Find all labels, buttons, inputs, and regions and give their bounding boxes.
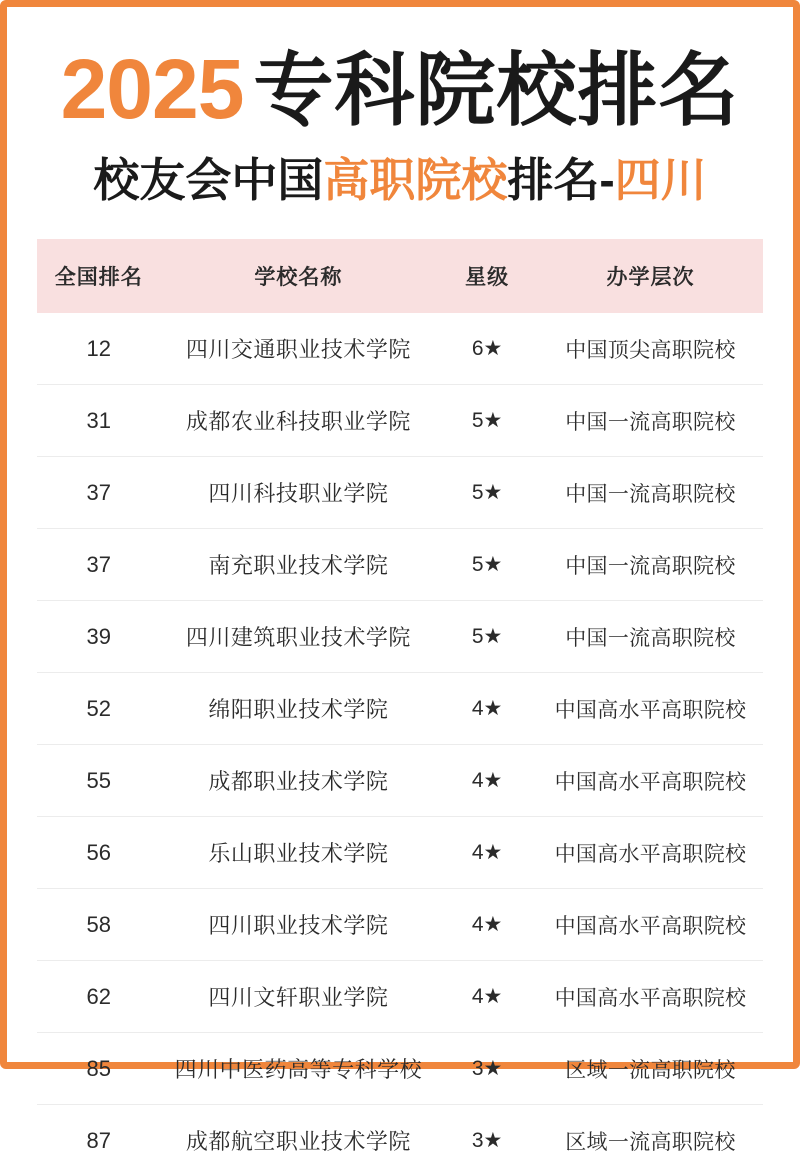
table-row bbox=[37, 889, 763, 961]
cell-school: 成都航空职业技术学院 bbox=[160, 1105, 436, 1176]
cell-level: 中国高水平高职院校 bbox=[538, 889, 763, 961]
cell-school: 四川建筑职业技术学院 bbox=[160, 601, 436, 673]
cell-level: 中国高水平高职院校 bbox=[538, 673, 763, 745]
title-main-text: 专科院校排名 bbox=[253, 51, 739, 131]
cell-level: 中国一流高职院校 bbox=[538, 457, 763, 529]
cell-rank: 85 bbox=[37, 1033, 160, 1105]
table-row bbox=[37, 673, 763, 745]
cell-rank: 58 bbox=[37, 889, 160, 961]
cell-level: 中国高水平高职院校 bbox=[538, 817, 763, 889]
cell-level: 区域一流高职院校 bbox=[538, 1105, 763, 1176]
cell-star: 5★ bbox=[436, 529, 538, 601]
cell-star: 4★ bbox=[436, 673, 538, 745]
cell-level: 中国高水平高职院校 bbox=[538, 961, 763, 1033]
cell-rank: 31 bbox=[37, 385, 160, 457]
header-level: 办学层次 bbox=[538, 239, 763, 313]
header-rank: 全国排名 bbox=[37, 239, 160, 313]
cell-star: 4★ bbox=[436, 745, 538, 817]
cell-school: 四川文轩职业学院 bbox=[160, 961, 436, 1033]
table-row bbox=[37, 745, 763, 817]
cell-rank: 39 bbox=[37, 601, 160, 673]
cell-star: 4★ bbox=[436, 817, 538, 889]
cell-rank: 56 bbox=[37, 817, 160, 889]
ranking-table-wrapper bbox=[37, 239, 763, 1176]
table-header-row bbox=[37, 239, 763, 313]
cell-level: 中国一流高职院校 bbox=[538, 601, 763, 673]
cell-rank: 12 bbox=[37, 313, 160, 385]
subtitle-region: 四川 bbox=[615, 157, 707, 203]
table-row bbox=[37, 529, 763, 601]
table-header bbox=[37, 239, 763, 313]
header-star: 星级 bbox=[436, 239, 538, 313]
table-row bbox=[37, 817, 763, 889]
cell-star: 3★ bbox=[436, 1105, 538, 1176]
poster-content bbox=[7, 7, 793, 1176]
cell-level: 区域一流高职院校 bbox=[538, 1033, 763, 1105]
table-body bbox=[37, 313, 763, 1176]
table-row bbox=[37, 457, 763, 529]
cell-level: 中国一流高职院校 bbox=[538, 529, 763, 601]
table-row bbox=[37, 1105, 763, 1176]
cell-star: 6★ bbox=[436, 313, 538, 385]
cell-rank: 55 bbox=[37, 745, 160, 817]
ranking-table bbox=[37, 239, 763, 1176]
header-school: 学校名称 bbox=[160, 239, 436, 313]
cell-star: 4★ bbox=[436, 889, 538, 961]
cell-level: 中国高水平高职院校 bbox=[538, 745, 763, 817]
cell-school: 成都农业科技职业学院 bbox=[160, 385, 436, 457]
cell-star: 5★ bbox=[436, 457, 538, 529]
cell-school: 南充职业技术学院 bbox=[160, 529, 436, 601]
cell-star: 3★ bbox=[436, 1033, 538, 1105]
cell-star: 4★ bbox=[436, 961, 538, 1033]
cell-level: 中国顶尖高职院校 bbox=[538, 313, 763, 385]
cell-school: 四川中医药高等专科学校 bbox=[160, 1033, 436, 1105]
cell-rank: 37 bbox=[37, 457, 160, 529]
poster-subtitle bbox=[37, 157, 763, 203]
table-row bbox=[37, 385, 763, 457]
cell-star: 5★ bbox=[436, 601, 538, 673]
cell-school: 绵阳职业技术学院 bbox=[160, 673, 436, 745]
cell-school: 四川职业技术学院 bbox=[160, 889, 436, 961]
cell-level: 中国一流高职院校 bbox=[538, 385, 763, 457]
title-year: 2025 bbox=[61, 47, 244, 131]
subtitle-part1: 校友会中国 bbox=[93, 157, 323, 203]
cell-star: 5★ bbox=[436, 385, 538, 457]
table-row bbox=[37, 313, 763, 385]
cell-school: 四川科技职业学院 bbox=[160, 457, 436, 529]
poster-title bbox=[37, 47, 763, 131]
cell-rank: 87 bbox=[37, 1105, 160, 1176]
cell-rank: 37 bbox=[37, 529, 160, 601]
cell-rank: 62 bbox=[37, 961, 160, 1033]
subtitle-part2: 排名- bbox=[507, 157, 614, 203]
cell-rank: 52 bbox=[37, 673, 160, 745]
table-row bbox=[37, 961, 763, 1033]
table-row bbox=[37, 601, 763, 673]
cell-school: 四川交通职业技术学院 bbox=[160, 313, 436, 385]
cell-school: 成都职业技术学院 bbox=[160, 745, 436, 817]
cell-school: 乐山职业技术学院 bbox=[160, 817, 436, 889]
table-row bbox=[37, 1033, 763, 1105]
subtitle-accent: 高职院校 bbox=[323, 157, 507, 203]
